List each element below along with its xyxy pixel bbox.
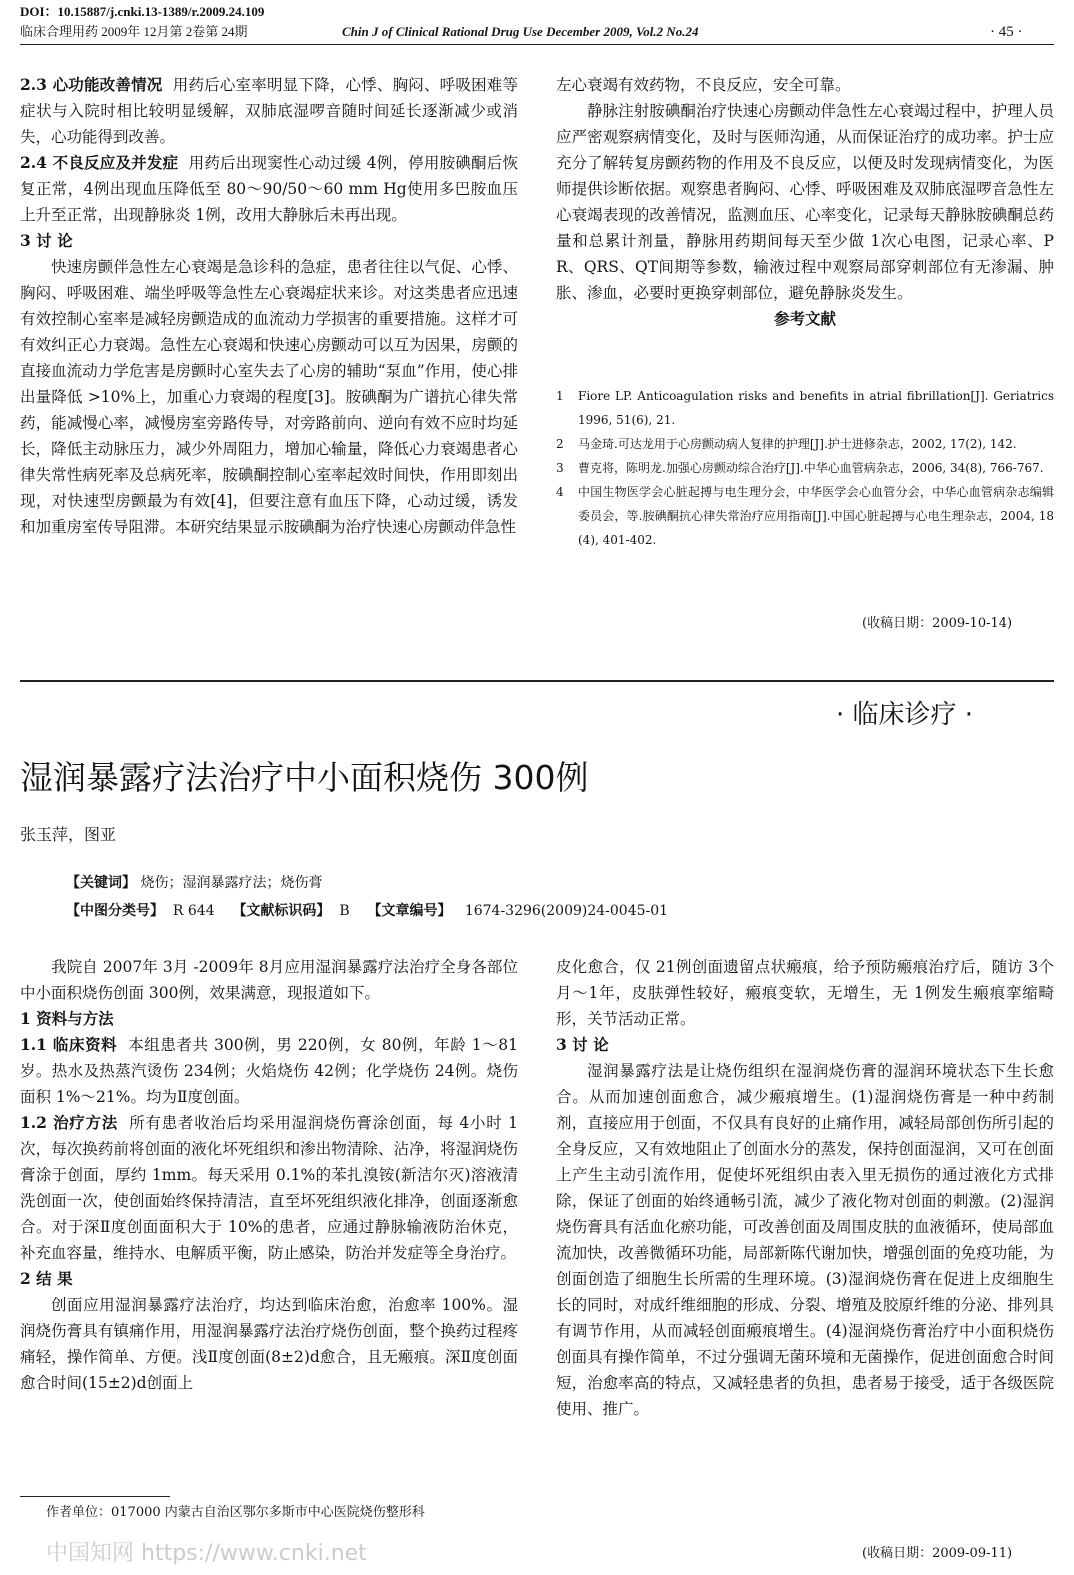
article-no-value: 1674-3296(2009)24-0045-01 [464, 903, 669, 919]
classification-line [66, 900, 668, 920]
doc-code-label: 【文献标识码】 [232, 903, 331, 919]
subsection-1-2: 1.2 治疗方法 所有患者收治后均采用湿润烧伤膏涂创面，每 4小时 1次，每次换药前将创面的液化坏死组织和渗出物清除、沾净，将湿润烧伤膏涂于创面，厚约 1mm。每天采用 0.1%的苯扎溴铵(新洁尔灭)溶液清洗创面一次，使创面始终保持清洁，直至坏死组织液化排净，创面逐渐愈合。对于深Ⅱ度创面面积大于 10%的患者，应通过静脉输液防治休克，补充血容量，维持水、电解质平衡，防止感染，防治并发症等全身治疗。 [20, 1113, 518, 1262]
section-methods: 1 资料与方法 [20, 1009, 114, 1028]
header-rule [20, 44, 1054, 45]
author-affiliation: 作者单位：017000 内蒙古自治区鄂尔多斯市中心医院烧伤整形科 [46, 1505, 425, 1520]
doc-code-value: B [339, 903, 350, 919]
article-separator [20, 680, 1054, 682]
prev-section-discussion: 3 讨 论 [20, 231, 73, 250]
article-right-column [556, 954, 1054, 1422]
keywords: 烧伤；湿润暴露疗法；烧伤膏 [140, 875, 323, 891]
footnote-rule [20, 1496, 170, 1497]
article-title: 湿润暴露疗法治疗中小面积烧伤 300例 [20, 758, 589, 797]
references-title: 参考文献 [773, 309, 836, 328]
reference-item: 3 曹克将，陈明龙.加强心房颤动综合治疗[J].中华心血管病杂志，2006, 34(8), 766-767. [556, 461, 1044, 475]
reference-item: 1 Fiore LP. Anticoagulation risks and benefits in atrial fibrillation[J]. Geriatrics 1996, 51(6), 21. [556, 389, 1054, 427]
keywords-label: 【关键词】 [66, 875, 136, 891]
clc-label: 【中图分类号】 [66, 903, 164, 919]
clc-value: R 644 [172, 903, 215, 919]
cnki-watermark: 中国知网 https://www.cnki.net [46, 1541, 367, 1566]
doi: DOI：10.15887/j.cnki.13-1389/r.2009.24.109 [20, 4, 265, 19]
section-discussion: 3 讨 论 [556, 1035, 609, 1054]
keywords-line [66, 872, 322, 892]
results-para: 创面应用湿润暴露疗法治疗，均达到临床治愈，治愈率 100%。湿润烧伤膏具有镇痛作用，用湿润暴露疗法治疗烧伤创面，整个换药过程疼痛轻，操作简单、方便。浅Ⅱ度创面(8±2)d愈合，且无瘢痕。深Ⅱ度创面愈合时间(15±2)d创面上 [20, 1296, 518, 1392]
reference-item: 2 马金琦.可达龙用于心房颤动病人复律的护理[J].护士进修杂志，2002, 17(2), 142. [556, 437, 1017, 451]
results-continued: 皮化愈合，仅 21例创面遗留点状瘢痕，给予预防瘢痕治疗后，随访 3个月～1年，皮肤弹性较好，瘢痕变软，无增生，无 1例发生瘢痕挛缩畸形，关节活动正常。 [556, 958, 1054, 1028]
article-authors: 张玉萍，图亚 [20, 825, 117, 844]
prev-discussion-para: 快速房颤伴急性左心衰竭是急诊科的急症，患者往往以气促、心悸、胸闷、呼吸困难、端坐呼吸等急性左心衰竭症状来诊。对这类患者应迅速有效控制心室率是减轻房颤造成的血流动力学损害的重要措施。这样才可有效纠正心力衰竭。急性左心衰竭和快速心房颤动可以互为因果，房颤的直接血流动力学危害是房颤时心室失去了心房的辅助“泵血”作用，使心排出量降低 >10%上，加重心力衰竭的程度[3]。胺碘酮为广谱抗心律失常药，能减慢心率，减慢房室旁路传导，对旁路前向、逆向有效不应时均延长，降低主动脉压力，减少外周阻力，增加心输量，降低心力衰竭患者心律失常性病死率及总病死率，胺碘酮控制心室率起效时间快，作用即刻出现，对快速型房颤最为有效[4]，但要注意有血压下降，心动过缓，诱发和加重房室传导阻滞。本研究结果显示胺碘酮为治疗快速心房颤动伴急性 [20, 258, 518, 536]
intro-para: 我院自 2007年 3月 -2009年 8月应用湿润暴露疗法治疗全身各部位中小面积烧伤创面 300例，效果满意，现报道如下。 [20, 958, 518, 1002]
discussion-para: 湿润暴露疗法是让烧伤组织在湿润烧伤膏的湿润环境状态下生长愈合。从而加速创面愈合，减少瘢痕增生。(1)湿润烧伤膏是一种中药制剂，直接应用于创面，不仅具有良好的止痛作用，减轻局部创伤所引起的全身反应，又有效地阻止了创面水分的蒸发，保持创面湿润，又可在创面上产生主动引流作用，促使坏死组织由表入里无损伤的通过液化方式排除，保证了创面的始终通畅引流，减少了液化物对创面的刺激。(2)湿润烧伤膏具有活血化瘀功能，可改善创面及周围皮肤的血液循环，使局部血流加快，改善微循环功能，局部新陈代谢加快，增强创面的免疫功能，为创面创造了细胞生长所需的生理环境。(3)湿润烧伤膏在促进上皮细胞生长的同时，对成纤维细胞的形成、分裂、增殖及胶原纤维的分泌、排列具有调节作用，从而减轻创面瘢痕增生。(4)湿润烧伤膏治疗中小面积烧伤创面具有操作简单，不过分强调无菌环境和无菌操作，促进创面愈合时间短，治愈率高的特点，又减轻患者的负担，患者易于接受，适于各级医院使用、推广。 [556, 1062, 1054, 1418]
references-list [556, 384, 1054, 552]
prev-received-date: (收稿日期：2009-10-14) [862, 616, 1013, 631]
section-results: 2 结 果 [20, 1269, 73, 1288]
journal-cn: 临床合理用药 2009年 12月第 2卷第 24期 [20, 24, 248, 39]
prev-left-column [20, 72, 518, 540]
prev-2-4: 2.4 不良反应及并发症 用药后出现窦性心动过缓 4例，停用胺碘酮后恢复正常，4例出现血压降低至 80～90/50～60 mm Hg使用多巴胺血压上升至正常，出现静脉炎 1例，改用大静脉后未再出现。 [20, 153, 518, 224]
prev-right-para: 静脉注射胺碘酮治疗快速心房颤动伴急性左心衰竭过程中，护理人员应严密观察病情变化，及时与医师沟通，从而保证治疗的成功率。护士应充分了解转复房颤药物的作用及不良反应，以便及时发现病情变化，为医师提供诊断依据。观察患者胸闷、心悸、呼吸困难及双肺底湿啰音急性左心衰竭表现的改善情况，监测血压、心率变化，记录每天静脉胺碘酮总药量和总累计剂量，静脉用药期间每天至少做 1次心电图，记录心率、PR、QRS、QT间期等参数，输液过程中观察局部穿刺部位有无渗漏、肿胀、渗血，必要时更换穿刺部位，避免静脉炎发生。 [556, 102, 1054, 302]
reference-item: 4 中国生物医学会心脏起搏与电生理分会，中华医学会心血管分会，中华心血管病杂志编辑委员会，等.胺碘酮抗心律失常治疗应用指南[J].中国心脏起搏与心电生理杂志，2004, 18(4), 401-402. [556, 485, 1054, 547]
page-number: · 45 · [990, 24, 1023, 40]
article-no-label: 【文章编号】 [367, 903, 452, 919]
prev-2-3: 2.3 心功能改善情况 用药后心室率明显下降，心悸、胸闷、呼吸困难等症状与入院时相比较明显缓解，双肺底湿啰音随时间延长逐渐减少或消失，心功能得到改善。 [20, 75, 518, 146]
prev-right-column [556, 72, 1054, 332]
prev-right-top: 左心衰竭有效药物，不良反应，安全可靠。 [556, 76, 851, 94]
section-tag: · 临床诊疗 · [836, 700, 974, 730]
article-left-column [20, 954, 518, 1396]
journal-en: Chin J of Clinical Rational Drug Use December 2009, Vol.2 No.24 [342, 24, 699, 39]
subsection-1-1: 1.1 临床资料 本组患者共 300例，男 220例，女 80例，年龄 1～81岁。热水及热蒸汽烫伤 234例；火焰烧伤 42例；化学烧伤 24例。烧伤面积 1%～21%。均为Ⅱ度创面。 [20, 1035, 518, 1106]
received-date: (收稿日期：2009-09-11) [862, 1546, 1013, 1561]
